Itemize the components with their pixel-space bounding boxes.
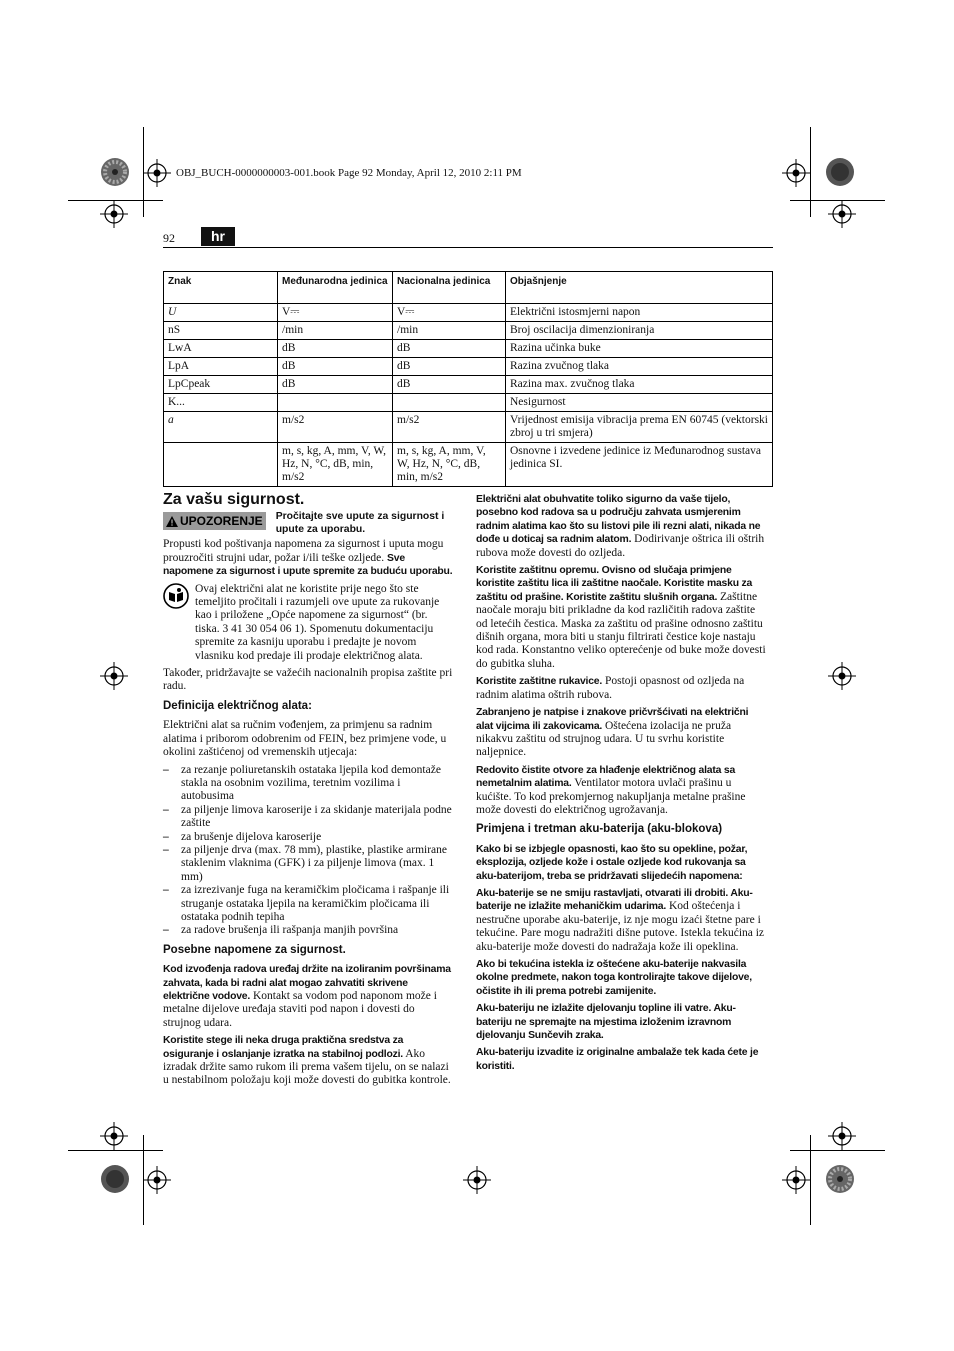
paragraph (476, 706, 766, 760)
nat-unit-cell: dB (393, 376, 506, 394)
symbol-cell (164, 443, 278, 487)
paragraph-bold: Aku-bateriju ne izlažite djelovanju topline ili vatre. Aku-bateriju ne spremajte na mjestima izloženim izravnom djelovanju Sunčevih zraka. (476, 1003, 736, 1042)
description-cell: Nesigurnost (506, 394, 773, 412)
warning-triangle-icon (166, 516, 178, 527)
warning-label: UPOZORENJE (180, 513, 263, 528)
paragraph-text: Ventilator motora uvlači prašinu u kućište. To kod prekomjernog nakupljanja metalne prašine može dovesti do električnog ugrožavanja. (476, 777, 746, 816)
paragraph-bold: Aku-baterije se ne smiju rastavljati, otvarati ili drobiti. Aku-baterije ne izlažite mehaničkim udarima. (476, 887, 753, 913)
registration-target-icon (828, 200, 856, 228)
paragraph-text: Oštećena izolacija ne pruža nikakvu zaštitu od strujnog udara. U tu svrhu koristite naljepnice. (476, 719, 732, 759)
table-row (164, 443, 773, 487)
paragraph-bold: Aku-bateriju izvadite iz originalne ambalaže tek kada ćete je koristiti. (476, 1047, 759, 1072)
symbol-cell: K... (164, 394, 278, 412)
intl-unit-cell: m/s2 (278, 412, 393, 443)
warning-text: Pročitajte sve upute za sigurnost i upute za uporabu. (275, 511, 445, 536)
description-cell: Razina učinka buke (506, 340, 773, 358)
nat-unit-cell: V⎓ (393, 304, 506, 322)
paragraph (476, 564, 766, 671)
nat-unit-cell: dB (393, 340, 506, 358)
list-item: – za rezanje poliuretanskih ostataka ljepila kod demontaže stakla na osobnim vozilima, teretnim vozilima i autobusima (163, 764, 453, 804)
registration-target-icon (143, 159, 171, 187)
paragraph-bold: Koristite stege ili neka druga praktična sredstva za osiguranje i oslanjanje izratka na stabilnoj podlozi. (163, 1035, 404, 1060)
usage-list (163, 764, 453, 938)
intl-unit-cell: /min (278, 322, 393, 340)
paragraph (163, 963, 453, 1030)
intl-unit-cell: V⎓ (278, 304, 393, 322)
paragraph-bold: Kako bi se izbjegle opasnosti, kao što su opekline, požar, eksplozija, ozljede kože i ostale ozljede kod rukovanja sa aku-baterijom, treba se pridržavati slijedećih napomena: (476, 843, 748, 882)
registration-target-icon (100, 200, 128, 228)
header-rule (163, 247, 773, 248)
nat-unit-cell: /min (393, 322, 506, 340)
symbol-cell: LpCpeak (164, 376, 278, 394)
column-header: Nacionalna jedinica (393, 272, 506, 304)
registration-target-icon (100, 662, 128, 690)
paragraph-bold: Sve napomene za sigurnost i upute spremite za buduću uporabu. (163, 552, 453, 578)
intl-unit-cell: dB (278, 340, 393, 358)
registration-target-icon (782, 159, 810, 187)
description-cell: Vrijednost emisija vibracija prema EN 60745 (vektorski zbroj u tri smjera) (506, 412, 773, 443)
paragraph: Također, pridržavajte se važećih nacionalnih propisa zaštite pri radu. (163, 667, 453, 693)
table-row (164, 412, 773, 443)
subheading: Posebne napomene za sigurnost. (163, 943, 346, 956)
column-header: Znak (164, 272, 278, 304)
table-row (164, 394, 773, 412)
symbol-cell: nS (164, 322, 278, 340)
column-header: Međunarodna jedinica (278, 272, 393, 304)
table-header-row (164, 272, 773, 304)
paragraph-bold: Ako bi tekućina istekla iz oštećene aku-baterije nakvasila okolne predmete, nakon toga kontrolirajte takove dijelove, očistite ih ili prema potrebi zamijenite. (476, 959, 752, 997)
subheading: Primjena i tretman aku-baterija (aku-blokova) (476, 823, 723, 836)
table-row (164, 376, 773, 394)
table-row (164, 358, 773, 376)
symbol-table (163, 271, 773, 487)
color-wheel-icon (100, 1164, 130, 1194)
list-item: – za piljenje drva (max. 78 mm), plastike, plastike armirane staklenim vlaknima (GFK) i za piljenje limova (max. 1 mm) (163, 844, 453, 884)
page-number: 92 (163, 231, 175, 245)
paragraph-bold: Zabranjeno je natpise i znakove pričvršćivati na električni alat vijcima ili zakovicama. (476, 707, 749, 732)
language-badge: hr (201, 227, 235, 246)
intl-unit-cell: dB (278, 376, 393, 394)
description-cell: Razina max. zvučnog tlaka (506, 376, 773, 394)
paragraph-bold: Koristite zaštitnu opremu. Ovisno od slučaja primjene koristite zaštitu lica ili zaštitne naočale. Koristite masku za zaštitu od prašine. Koristite zaštitu slušnih organa. (476, 565, 753, 603)
paragraph-text: Kod oštećenja i nestručne uporabe aku-baterije, iz nje mogu izaći štetne pare i tekućine. Pare mogu nadražiti dišne putove. Istekla tekućina iz aku-baterije može dovesti do nadražaja kože ili opeklina. (476, 900, 765, 953)
warning-block (163, 510, 453, 536)
nat-unit-cell (393, 394, 506, 412)
warning-badge (163, 512, 266, 530)
column-header: Objašnjenje (506, 272, 773, 304)
description-cell: Električni istosmjerni napon (506, 304, 773, 322)
registration-target-icon (463, 1166, 491, 1194)
paragraph-text: Propusti kod poštivanja napomena za sigurnost i uputa mogu prouzročiti strujni udar, požar i/ili teške ozljede. (163, 538, 444, 564)
list-item: – za brušenje dijelova karoserije (163, 831, 453, 844)
intl-unit-cell (278, 394, 393, 412)
paragraph (476, 493, 766, 560)
paragraph-text: Ako izradak držite samo rukom ili prema vašem tijelu, on se nalazi u nestabilnom položaju koji može dovesti do gubitka kontrole. (163, 1047, 451, 1087)
registration-target-icon (828, 1122, 856, 1150)
intl-unit-cell: m, s, kg, A, mm, V, W, Hz, N, °C, dB, min, m/s2 (278, 443, 393, 487)
paragraph-text: Kontakt sa vodom pod naponom može i metalne dijelove uređaja staviti pod napon i dovesti do strujnog udara. (163, 990, 437, 1029)
registration-target-icon (100, 1122, 128, 1150)
list-item: – za piljenje limova karoserije i za skidanje materijala podne zaštite (163, 804, 453, 831)
registration-target-icon (828, 662, 856, 690)
description-cell: Osnovne i izvedene jedinice iz Međunarodnog sustava jedinica SI. (506, 443, 773, 487)
symbol-cell: LwA (164, 340, 278, 358)
paragraph (476, 887, 766, 954)
nat-unit-cell: m/s2 (393, 412, 506, 443)
table-row (164, 304, 773, 322)
symbol-cell: LpA (164, 358, 278, 376)
paragraph (163, 1034, 453, 1088)
paragraph-bold: Električni alat obuhvatite toliko sigurno da vaše tijelo, posebno kod radova sa u području zahvata usmjerenim radnim alatima kao što su listovi pile ili rezni alati, nikada ne dođe u doticaj sa radnim alatom. (476, 494, 761, 546)
color-wheel-icon (825, 1164, 855, 1194)
table-row (164, 322, 773, 340)
paragraph (476, 764, 766, 818)
paragraph: Električni alat sa ručnim vođenjem, za primjenu sa radnim alatima i priborom odobrenim od FEIN, bez primjene vode, u okolini zaštićenoj od vremenskih utjecaja: (163, 719, 447, 759)
paragraph-text: Dodirivanje oštrica ili oštrih rubova može dovesti do ozljeda. (476, 533, 765, 559)
subheading: Definicija električnog alata: (163, 699, 312, 712)
read-manual-icon (163, 583, 189, 609)
color-wheel-icon (825, 157, 855, 187)
nat-unit-cell: dB (393, 358, 506, 376)
registration-target-icon (782, 1166, 810, 1194)
section-title: Za vašu sigurnost. (163, 491, 305, 508)
description-cell: Broj oscilacija dimenzioniranja (506, 322, 773, 340)
paragraph: Ovaj električni alat ne koristite prije nego što ste temeljito pročitali i razumjeli ove upute za rukovanje kao i priložene „Opće napomene za sigurnost“ (br. tiska. 3 41 30 054 06 1). Spomenutu dokumentaciju spremite za kasniju uporabu i predajte je novom vlasniku kod predaje ili prodaje električnog alata. (195, 582, 440, 662)
right-column (476, 493, 766, 1077)
list-item: – za radove brušenja ili rašpanja manjih površina (163, 924, 453, 937)
symbol-cell: a (164, 412, 278, 443)
intl-unit-cell: dB (278, 358, 393, 376)
nat-unit-cell: m, s, kg, A, mm, V, W, Hz, N, °C, dB, min, m/s2 (393, 443, 506, 487)
paragraph-text: Postoji opasnost od ozljeda na radnim alatima oštrih rubova. (476, 675, 745, 701)
registration-target-icon (143, 1166, 171, 1194)
description-cell: Razina zvučnog tlaka (506, 358, 773, 376)
paragraph-bold: Koristite zaštitne rukavice. (476, 676, 603, 688)
table-row (164, 340, 773, 358)
paragraph (163, 538, 453, 578)
manual-note (163, 583, 453, 667)
paragraph-text: Zaštitne naočale moraju biti prikladne da kod različitih radova zaštite od letećih čestica. Maska za zaštitu od prašine odnosno zaštitu dišnih organa, mora biti u stanju filtrirati čestice koje nastaju kod rada. Konstantno veliko opterećenje od buke može dovesti do gubitka sluha. (476, 590, 766, 670)
symbol-cell: U (164, 304, 278, 322)
paragraph-bold: Redovito čistite otvore za hlađenje električnog alata sa nemetalnim alatima. (476, 764, 736, 790)
color-wheel-icon (100, 157, 130, 187)
left-column (163, 493, 453, 1092)
list-item: – za izrezivanje fuga na keramičkim pločicama i rašpanje ili struganje ostataka ljepila na keramičkim pločicama ili ostataka podnih tepiha (163, 884, 453, 924)
paragraph (476, 675, 766, 702)
book-header: OBJ_BUCH-0000000003-001.book Page 92 Monday, April 12, 2010 2:11 PM (176, 167, 522, 179)
paragraph-bold: Kod izvođenja radova uređaj držite na izoliranim površinama zahvata, kada bi radni alat mogao zahvatiti skrivene električne vodove. (163, 964, 451, 1002)
